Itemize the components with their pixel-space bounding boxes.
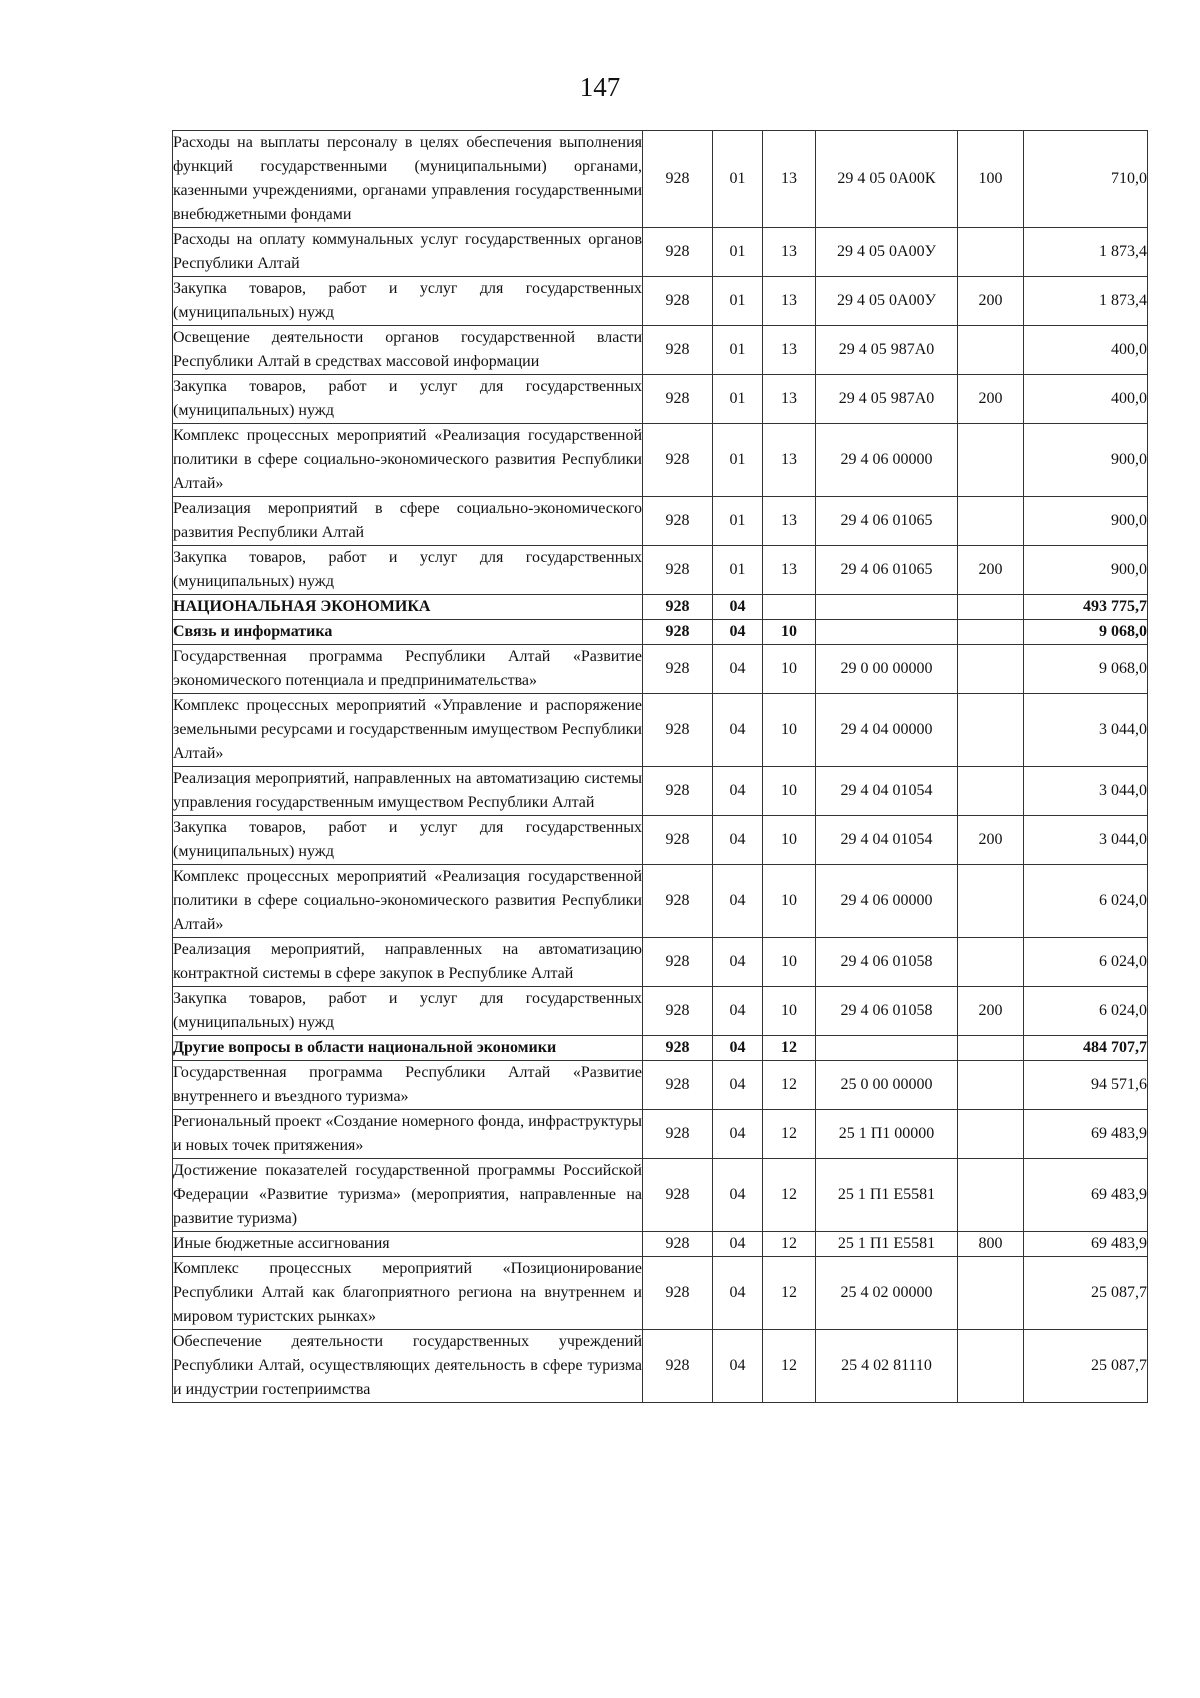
ministry-code-cell: 928 — [643, 1330, 713, 1403]
ministry-code-cell: 928 — [643, 131, 713, 228]
subsection-code-cell: 12 — [763, 1159, 816, 1232]
expense-type-cell — [958, 645, 1024, 694]
section-code-cell: 04 — [713, 1257, 763, 1330]
sum-cell: 1 873,4 — [1024, 277, 1148, 326]
sum-cell: 900,0 — [1024, 424, 1148, 497]
expense-type-cell — [958, 620, 1024, 645]
row-name-cell: Реализация мероприятий, направленных на автоматизацию контрактной системы в сфере закупок в Республике Алтай — [173, 938, 643, 987]
subsection-code-cell — [763, 595, 816, 620]
expense-type-cell — [958, 497, 1024, 546]
section-code-cell: 04 — [713, 938, 763, 987]
ministry-code-cell: 928 — [643, 938, 713, 987]
subsection-code-cell: 13 — [763, 326, 816, 375]
ministry-code-cell: 928 — [643, 645, 713, 694]
section-code-cell: 01 — [713, 424, 763, 497]
target-code-cell: 29 4 05 0А00У — [816, 277, 958, 326]
ministry-code-cell: 928 — [643, 1232, 713, 1257]
section-code-cell: 04 — [713, 1159, 763, 1232]
row-name-cell: Комплекс процессных мероприятий «Реализация государственной политики в сфере социально-экономического развития Республики Алтай» — [173, 865, 643, 938]
target-code-cell: 29 4 05 987А0 — [816, 326, 958, 375]
sum-cell: 6 024,0 — [1024, 865, 1148, 938]
expense-type-cell — [958, 595, 1024, 620]
subsection-code-cell: 13 — [763, 228, 816, 277]
subsection-code-cell: 12 — [763, 1110, 816, 1159]
ministry-code-cell: 928 — [643, 767, 713, 816]
subsection-code-cell: 13 — [763, 546, 816, 595]
expense-type-cell: 100 — [958, 131, 1024, 228]
ministry-code-cell: 928 — [643, 424, 713, 497]
page-number: 147 — [579, 72, 621, 102]
section-code-cell: 04 — [713, 595, 763, 620]
row-name-cell: Иные бюджетные ассигнования — [173, 1232, 643, 1257]
section-code-cell: 04 — [713, 1061, 763, 1110]
sum-cell: 6 024,0 — [1024, 987, 1148, 1036]
expense-type-cell — [958, 694, 1024, 767]
row-name-cell: Расходы на оплату коммунальных услуг государственных органов Республики Алтай — [173, 228, 643, 277]
section-code-cell: 01 — [713, 131, 763, 228]
row-name-cell: Реализация мероприятий, направленных на автоматизацию системы управления государственным имуществом Республики Алтай — [173, 767, 643, 816]
section-code-cell: 01 — [713, 326, 763, 375]
subsection-code-cell: 13 — [763, 375, 816, 424]
table-row — [173, 1330, 1148, 1403]
table-row — [173, 1036, 1148, 1061]
expense-type-cell — [958, 767, 1024, 816]
expense-type-cell — [958, 1159, 1024, 1232]
expense-type-cell — [958, 326, 1024, 375]
row-name-cell: Государственная программа Республики Алтай «Развитие экономического потенциала и предпринимательства» — [173, 645, 643, 694]
subsection-code-cell: 12 — [763, 1330, 816, 1403]
target-code-cell: 25 4 02 81110 — [816, 1330, 958, 1403]
row-name-cell: Комплекс процессных мероприятий «Реализация государственной политики в сфере социально-экономического развития Республики Алтай» — [173, 424, 643, 497]
sum-cell: 69 483,9 — [1024, 1159, 1148, 1232]
ministry-code-cell: 928 — [643, 1159, 713, 1232]
table-row — [173, 228, 1148, 277]
section-code-cell: 01 — [713, 546, 763, 595]
table-row — [173, 1110, 1148, 1159]
target-code-cell: 25 1 П1 Е5581 — [816, 1159, 958, 1232]
sum-cell: 25 087,7 — [1024, 1330, 1148, 1403]
section-code-cell: 04 — [713, 620, 763, 645]
expense-type-cell: 200 — [958, 816, 1024, 865]
target-code-cell — [816, 595, 958, 620]
row-name-cell: НАЦИОНАЛЬНАЯ ЭКОНОМИКА — [173, 595, 643, 620]
subsection-code-cell: 10 — [763, 987, 816, 1036]
row-name-cell: Комплекс процессных мероприятий «Позиционирование Республики Алтай как благоприятного региона на внутреннем и мировом туристских рынках» — [173, 1257, 643, 1330]
target-code-cell: 29 4 05 987А0 — [816, 375, 958, 424]
ministry-code-cell: 928 — [643, 326, 713, 375]
section-code-cell: 04 — [713, 816, 763, 865]
table-row — [173, 277, 1148, 326]
table-row — [173, 620, 1148, 645]
row-name-cell: Достижение показателей государственной программы Российской Федерации «Развитие туризма» (мероприятия, направленные на развитие туризма) — [173, 1159, 643, 1232]
expense-type-cell: 200 — [958, 375, 1024, 424]
ministry-code-cell: 928 — [643, 987, 713, 1036]
expense-type-cell — [958, 228, 1024, 277]
sum-cell: 6 024,0 — [1024, 938, 1148, 987]
subsection-code-cell: 12 — [763, 1036, 816, 1061]
section-code-cell: 01 — [713, 375, 763, 424]
subsection-code-cell: 13 — [763, 497, 816, 546]
ministry-code-cell: 928 — [643, 546, 713, 595]
section-code-cell: 04 — [713, 694, 763, 767]
target-code-cell: 25 0 00 00000 — [816, 1061, 958, 1110]
expense-type-cell: 200 — [958, 277, 1024, 326]
target-code-cell: 29 4 04 01054 — [816, 816, 958, 865]
sum-cell: 9 068,0 — [1024, 620, 1148, 645]
subsection-code-cell: 12 — [763, 1061, 816, 1110]
budget-table — [172, 130, 1148, 1403]
ministry-code-cell: 928 — [643, 595, 713, 620]
row-name-cell: Закупка товаров, работ и услуг для государственных (муниципальных) нужд — [173, 277, 643, 326]
ministry-code-cell: 928 — [643, 1061, 713, 1110]
section-code-cell: 04 — [713, 1232, 763, 1257]
subsection-code-cell: 13 — [763, 424, 816, 497]
sum-cell: 900,0 — [1024, 497, 1148, 546]
target-code-cell: 29 4 04 00000 — [816, 694, 958, 767]
sum-cell: 710,0 — [1024, 131, 1148, 228]
row-name-cell: Комплекс процессных мероприятий «Управление и распоряжение земельными ресурсами и государственным имуществом Республики Алтай» — [173, 694, 643, 767]
row-name-cell: Обеспечение деятельности государственных учреждений Республики Алтай, осуществляющих деятельность в сфере туризма и индустрии гостеприимства — [173, 1330, 643, 1403]
section-code-cell: 04 — [713, 1036, 763, 1061]
ministry-code-cell: 928 — [643, 228, 713, 277]
row-name-cell: Освещение деятельности органов государственной власти Республики Алтай в средствах массовой информации — [173, 326, 643, 375]
target-code-cell: 25 1 П1 00000 — [816, 1110, 958, 1159]
subsection-code-cell: 10 — [763, 816, 816, 865]
section-code-cell: 01 — [713, 497, 763, 546]
expense-type-cell — [958, 938, 1024, 987]
ministry-code-cell: 928 — [643, 620, 713, 645]
subsection-code-cell: 10 — [763, 645, 816, 694]
sum-cell: 400,0 — [1024, 375, 1148, 424]
target-code-cell: 29 4 05 0А00У — [816, 228, 958, 277]
sum-cell: 400,0 — [1024, 326, 1148, 375]
sum-cell: 484 707,7 — [1024, 1036, 1148, 1061]
sum-cell: 1 873,4 — [1024, 228, 1148, 277]
target-code-cell: 29 4 06 01065 — [816, 497, 958, 546]
table-row — [173, 497, 1148, 546]
row-name-cell: Другие вопросы в области национальной экономики — [173, 1036, 643, 1061]
sum-cell: 3 044,0 — [1024, 816, 1148, 865]
subsection-code-cell: 10 — [763, 767, 816, 816]
section-code-cell: 04 — [713, 987, 763, 1036]
row-name-cell: Закупка товаров, работ и услуг для государственных (муниципальных) нужд — [173, 816, 643, 865]
table-row — [173, 1159, 1148, 1232]
table-row — [173, 1061, 1148, 1110]
section-code-cell: 04 — [713, 865, 763, 938]
ministry-code-cell: 928 — [643, 865, 713, 938]
target-code-cell: 29 0 00 00000 — [816, 645, 958, 694]
ministry-code-cell: 928 — [643, 816, 713, 865]
table-row — [173, 938, 1148, 987]
expense-type-cell: 200 — [958, 987, 1024, 1036]
ministry-code-cell: 928 — [643, 1036, 713, 1061]
row-name-cell: Региональный проект «Создание номерного фонда, инфраструктуры и новых точек притяжения» — [173, 1110, 643, 1159]
section-code-cell: 04 — [713, 1330, 763, 1403]
subsection-code-cell: 10 — [763, 865, 816, 938]
target-code-cell: 25 4 02 00000 — [816, 1257, 958, 1330]
target-code-cell: 29 4 06 01058 — [816, 938, 958, 987]
table-row — [173, 645, 1148, 694]
ministry-code-cell: 928 — [643, 277, 713, 326]
ministry-code-cell: 928 — [643, 1257, 713, 1330]
expense-type-cell: 200 — [958, 546, 1024, 595]
target-code-cell: 29 4 06 01058 — [816, 987, 958, 1036]
target-code-cell — [816, 1036, 958, 1061]
section-code-cell: 04 — [713, 1110, 763, 1159]
subsection-code-cell: 10 — [763, 938, 816, 987]
row-name-cell: Закупка товаров, работ и услуг для государственных (муниципальных) нужд — [173, 546, 643, 595]
expense-type-cell: 800 — [958, 1232, 1024, 1257]
table-row — [173, 424, 1148, 497]
sum-cell: 25 087,7 — [1024, 1257, 1148, 1330]
table-row — [173, 1257, 1148, 1330]
ministry-code-cell: 928 — [643, 694, 713, 767]
row-name-cell: Государственная программа Республики Алтай «Развитие внутреннего и въездного туризма» — [173, 1061, 643, 1110]
table-row — [173, 816, 1148, 865]
sum-cell: 69 483,9 — [1024, 1110, 1148, 1159]
table-row — [173, 1232, 1148, 1257]
budget-table-body — [173, 131, 1148, 1403]
sum-cell: 900,0 — [1024, 546, 1148, 595]
sum-cell: 493 775,7 — [1024, 595, 1148, 620]
target-code-cell: 29 4 06 00000 — [816, 865, 958, 938]
subsection-code-cell: 12 — [763, 1257, 816, 1330]
table-row — [173, 595, 1148, 620]
target-code-cell: 25 1 П1 Е5581 — [816, 1232, 958, 1257]
subsection-code-cell: 13 — [763, 131, 816, 228]
table-row — [173, 131, 1148, 228]
target-code-cell: 29 4 06 00000 — [816, 424, 958, 497]
table-row — [173, 375, 1148, 424]
target-code-cell: 29 4 05 0А00К — [816, 131, 958, 228]
subsection-code-cell: 13 — [763, 277, 816, 326]
target-code-cell — [816, 620, 958, 645]
section-code-cell: 01 — [713, 228, 763, 277]
row-name-cell: Связь и информатика — [173, 620, 643, 645]
target-code-cell: 29 4 04 01054 — [816, 767, 958, 816]
sum-cell: 3 044,0 — [1024, 767, 1148, 816]
subsection-code-cell: 10 — [763, 620, 816, 645]
row-name-cell: Расходы на выплаты персоналу в целях обеспечения выполнения функций государственными (муниципальными) органами, казенными учреждениями, органами управления государственными внебюджетными фондами — [173, 131, 643, 228]
table-row — [173, 546, 1148, 595]
expense-type-cell — [958, 1036, 1024, 1061]
sum-cell: 3 044,0 — [1024, 694, 1148, 767]
table-row — [173, 767, 1148, 816]
sum-cell: 94 571,6 — [1024, 1061, 1148, 1110]
ministry-code-cell: 928 — [643, 497, 713, 546]
ministry-code-cell: 928 — [643, 375, 713, 424]
sum-cell: 9 068,0 — [1024, 645, 1148, 694]
table-row — [173, 865, 1148, 938]
table-row — [173, 987, 1148, 1036]
expense-type-cell — [958, 1061, 1024, 1110]
expense-type-cell — [958, 424, 1024, 497]
section-code-cell: 01 — [713, 277, 763, 326]
row-name-cell: Закупка товаров, работ и услуг для государственных (муниципальных) нужд — [173, 375, 643, 424]
expense-type-cell — [958, 1330, 1024, 1403]
target-code-cell: 29 4 06 01065 — [816, 546, 958, 595]
row-name-cell: Реализация мероприятий в сфере социально-экономического развития Республики Алтай — [173, 497, 643, 546]
expense-type-cell — [958, 865, 1024, 938]
subsection-code-cell: 10 — [763, 694, 816, 767]
table-row — [173, 326, 1148, 375]
subsection-code-cell: 12 — [763, 1232, 816, 1257]
ministry-code-cell: 928 — [643, 1110, 713, 1159]
table-row — [173, 694, 1148, 767]
section-code-cell: 04 — [713, 645, 763, 694]
section-code-cell: 04 — [713, 767, 763, 816]
expense-type-cell — [958, 1110, 1024, 1159]
row-name-cell: Закупка товаров, работ и услуг для государственных (муниципальных) нужд — [173, 987, 643, 1036]
expense-type-cell — [958, 1257, 1024, 1330]
sum-cell: 69 483,9 — [1024, 1232, 1148, 1257]
